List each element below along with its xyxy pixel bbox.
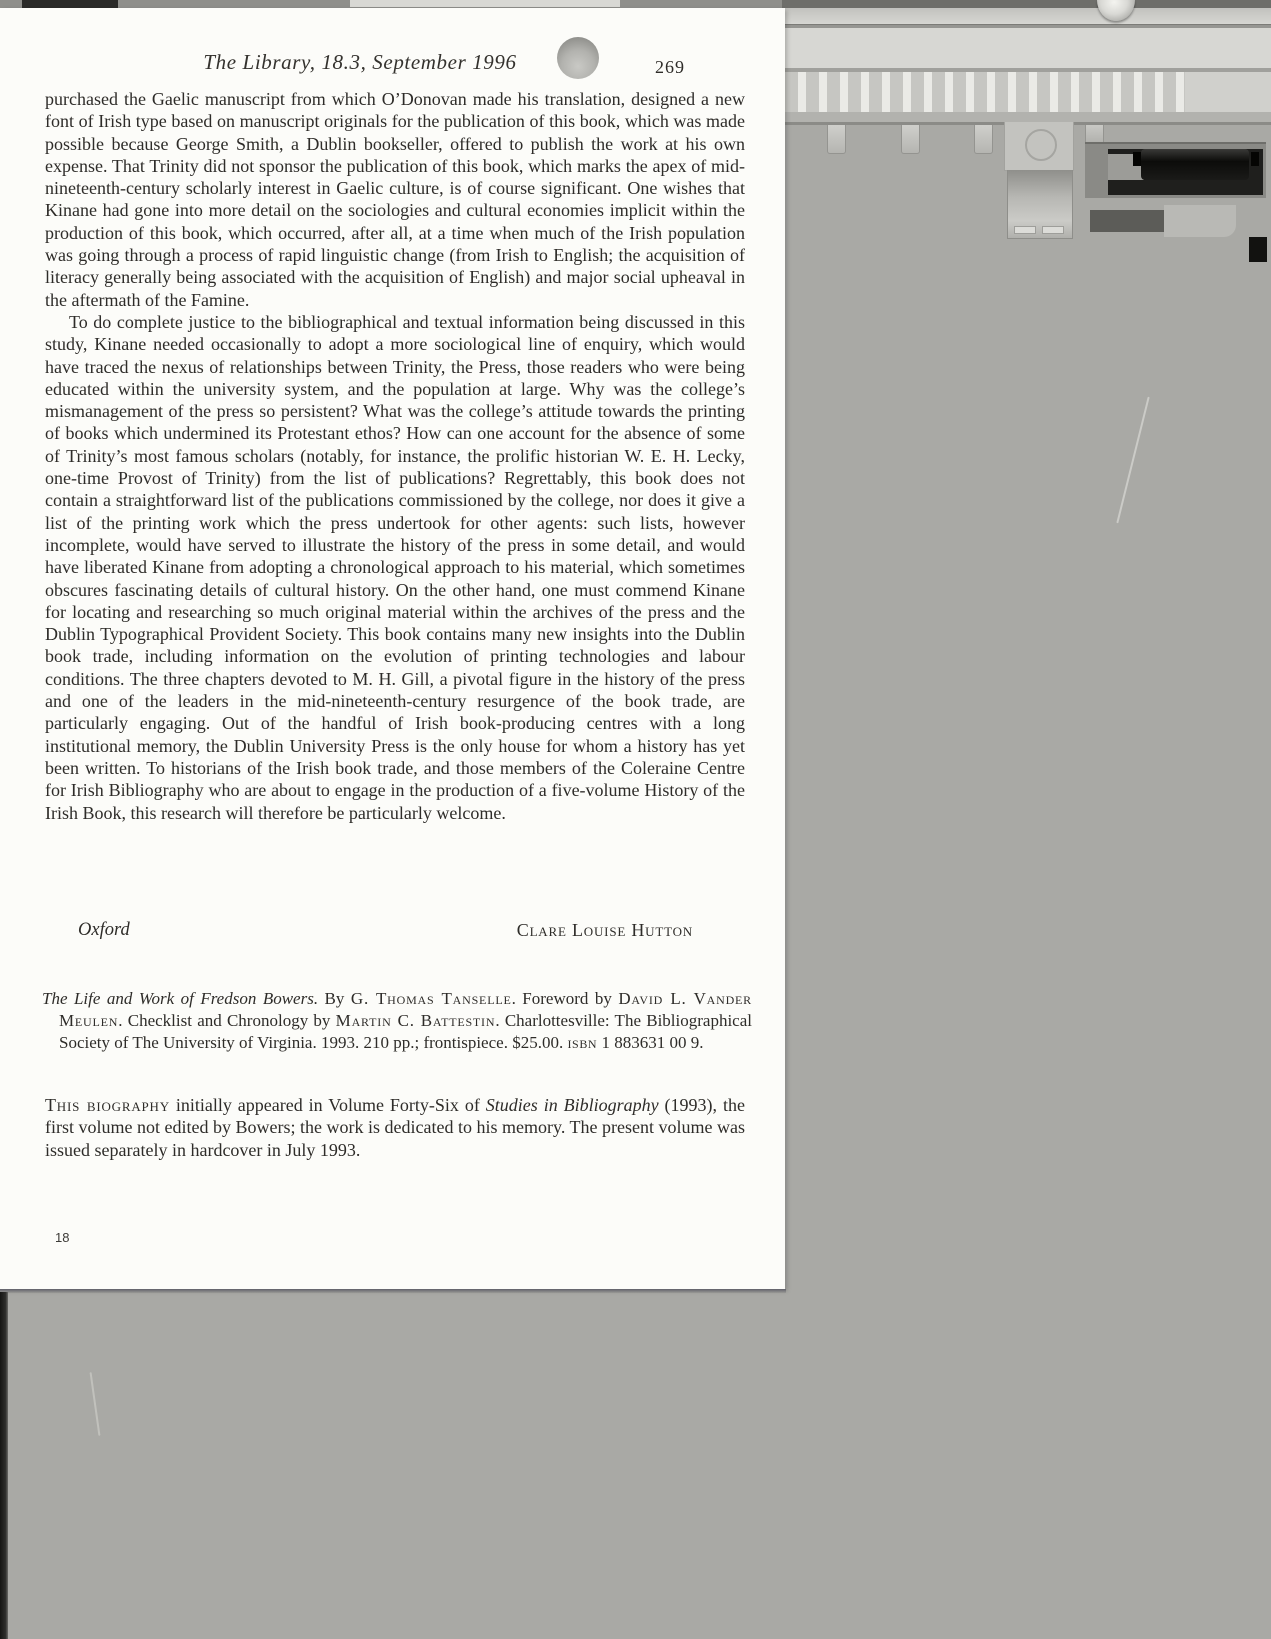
scan-top-edge-right xyxy=(782,0,1271,8)
journal-title: The Library, 18.3, September 1996 xyxy=(203,50,517,74)
journal-title-reference: Studies in Bibliography xyxy=(485,1095,659,1115)
punch-hole xyxy=(557,37,599,79)
label-plate xyxy=(1090,210,1164,232)
raised-panel xyxy=(1164,205,1236,237)
roller-end-cap xyxy=(1251,152,1259,166)
review-opening-paragraph xyxy=(45,1094,745,1161)
book-citation xyxy=(42,988,752,1055)
citation-text: . Checklist and Chronology by xyxy=(118,1011,336,1031)
guide-tab xyxy=(901,125,920,154)
corner-opening xyxy=(1249,237,1267,262)
citation-text: . Foreword by xyxy=(511,989,619,1008)
review-paragraph: To do complete justice to the bibliographical and textual information being discussed in this study, Kinane needed occasionally to adopt a more sociological line of enquiry, which would have traced the nexus of relationships between Trinity, the Press, those readers who were being educated within the university system, and the population at large. Why was the college’s mismanagement of the press so persistent? What was the college’s attitude towards the printing of books which undermined its Protestant ethos? How can one account for the absence of some of Trinity’s most famous scholars (notably, for instance, the prolific historian W. E. H. Lecky, one-time Provost of Trinity) from the list of publications? Regrettably, this book does not contain a straightforward list of the publications commissioned by the college, nor does it give a list of the printing work which the press undertook for other agents: such lists, however incomplete, would have served to illustrate the history of the press in some detail, and would have liberated Kinane from adopting a chronological approach to his material, which sometimes obscures fascinating details of cultural history. On the other hand, one must commend Kinane for locating and researching so much original material within the archives of the press and the Dublin Typographical Provident Society. This book contains many new insights into the Dublin book trade, including information on the evolution of printing technologies and labour conditions. The three chapters devoted to M. H. Gill, a pivotal figure in the history of the press and one of the leaders in the mid-nineteenth-century resurgence of the book trade, are particularly engaging. Out of the handful of Irish book-producing centres with a long institutional memory, the Dublin University Press is the only house for whom a history has yet been written. To historians of the Irish book trade, and those members of the Coleraine Centre for Irish Bibliography who are about to engage in the production of a five-volume History of the Irish Book, this research will therefore be particularly welcome. xyxy=(45,311,745,823)
reviewer-name: Clare Louise Hutton xyxy=(516,920,693,940)
book-title: The Life and Work of Fredson Bowers. xyxy=(42,989,319,1008)
paper-guide-comb-end xyxy=(1185,72,1271,113)
signature-mark: 18 xyxy=(55,1230,70,1245)
scan-left-edge-shadow xyxy=(0,1292,8,1639)
slot-clip xyxy=(1042,226,1064,234)
review-paragraph: purchased the Gaelic manuscript from which O’Donovan made his translation, designed a new font of Irish type based on manuscript originals for the publication of this book, which was made possible because George Smith, a Dublin bookseller, offered to publish the work at his own expense. That Trinity did not sponsor the publication of this book, which marks the apex of mid-nineteenth-century scholarly interest in Gaelic culture, is of course significant. One wishes that Kinane had gone into more detail on the sociologies and cultural economies implicit within the production of this book, which occurred, after all, at a time when much of the Irish population was going through a process of rapid linguistic change (from Irish to English; the acquisition of literacy generally being associated with the acquisition of English) and major social upheaval in the aftermath of the Famine. xyxy=(45,89,745,310)
isbn-label: isbn xyxy=(567,1033,598,1053)
reviewer-place: Oxford xyxy=(78,920,130,940)
carriage-circle-detail xyxy=(1025,129,1057,161)
citation-imprint: . Charlottesville: The Bibliographical Society of The University of Virginia. 1993. 210 pp.; frontispiece. $25.00. xyxy=(59,1011,752,1053)
roller-recess xyxy=(1085,142,1266,198)
opening-text: (1993), the first volume not edited by Bowers; the work is dedicated to his memory. The present volume was issued separately in hardcover in July 1993. xyxy=(45,1095,745,1160)
scan-top-edge-dark-mark xyxy=(22,0,118,8)
foreword-author: David L. Vander Meulen xyxy=(59,989,752,1031)
review-signoff xyxy=(45,920,745,941)
book-author: G. Thomas Tanselle xyxy=(350,989,512,1008)
review-body xyxy=(45,88,745,824)
citation-text: By xyxy=(318,989,351,1008)
opening-phrase: This biography xyxy=(45,1095,170,1115)
scanner-lid-edge xyxy=(785,8,1271,24)
scratch-mark xyxy=(90,1372,101,1436)
journal-page xyxy=(0,8,785,1289)
feed-roller xyxy=(1141,149,1249,180)
carriage-block xyxy=(1004,122,1074,171)
page-bottom-shadow xyxy=(0,1289,786,1293)
roller-end-cap xyxy=(1133,152,1141,166)
carriage-slot xyxy=(1007,170,1073,239)
checklist-author: Martin C. Battestin xyxy=(335,1011,496,1031)
guide-tab xyxy=(974,125,993,154)
opening-text: initially appeared in Volume Forty-Six of xyxy=(169,1095,486,1115)
page-number: 269 xyxy=(655,57,685,77)
paper-guide-comb xyxy=(785,72,1185,113)
scan-top-edge-light-segment xyxy=(350,0,620,7)
slot-clip xyxy=(1014,226,1036,234)
isbn-number: 1 883631 00 9. xyxy=(597,1033,704,1053)
scanner-lid-panel xyxy=(785,28,1271,68)
running-head xyxy=(45,50,745,84)
scratch-mark xyxy=(1116,397,1149,524)
guide-tab xyxy=(827,125,846,154)
